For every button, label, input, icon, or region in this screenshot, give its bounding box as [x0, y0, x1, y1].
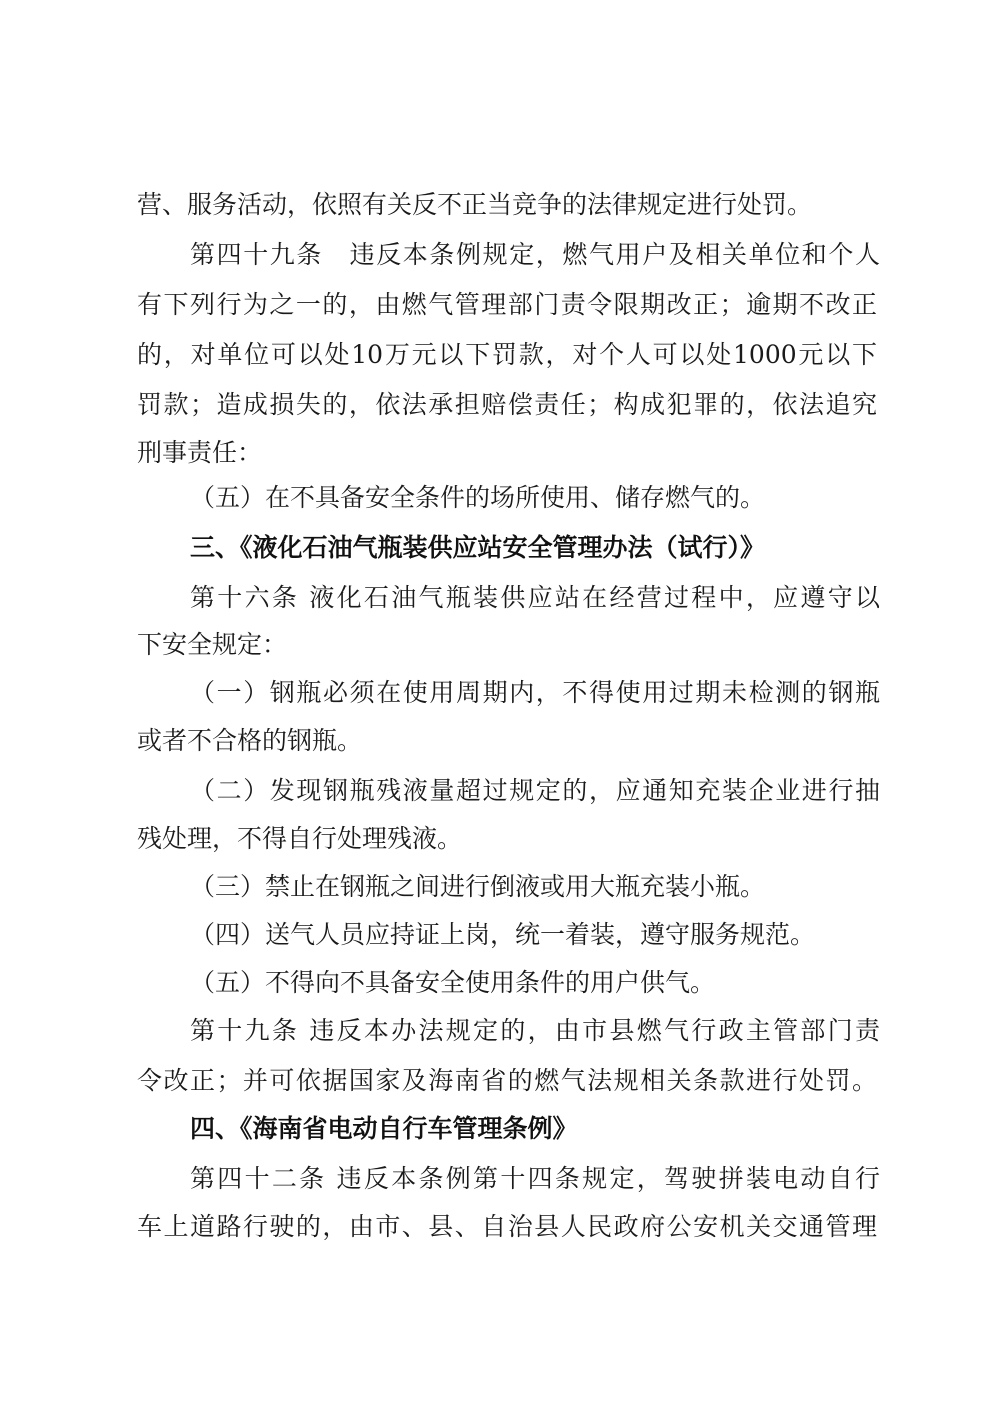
list-item: （五）在不具备安全条件的场所使用、储存燃气的。	[190, 483, 766, 512]
article-19-heading-line: 第十九条 违反本办法规定的，由市县燃气行政主管部门责	[190, 1016, 880, 1045]
text-line: 残处理，不得自行处理残液。	[137, 824, 463, 853]
list-item: （二）发现钢瓶残液量超过规定的，应通知充装企业进行抽	[190, 776, 880, 805]
article-42-heading-line: 第四十二条 违反本条例第十四条规定，驾驶拼装电动自行	[190, 1164, 880, 1193]
text-line: 有下列行为之一的，由燃气管理部门责令限期改正；逾期不改正	[137, 290, 877, 319]
text-line: 下安全规定：	[137, 630, 288, 659]
text-line: 营、服务活动，依照有关反不正当竞争的法律规定进行处罚。	[137, 190, 813, 219]
text-line: 刑事责任：	[137, 438, 263, 467]
text-line: 的，对单位可以处10万元以下罚款，对个人可以处1000元以下	[137, 340, 877, 369]
list-item: （四）送气人员应持证上岗，统一着装，遵守服务规范。	[190, 920, 816, 949]
article-49-heading-line: 第四十九条 违反本条例规定，燃气用户及相关单位和个人	[190, 240, 880, 269]
text-line: 罚款；造成损失的，依法承担赔偿责任；构成犯罪的，依法追究	[137, 390, 877, 419]
section-heading-4: 四、《海南省电动自行车管理条例》	[190, 1114, 578, 1143]
text-line: 令改正；并可依据国家及海南省的燃气法规相关条款进行处罚。	[137, 1066, 877, 1095]
text-line: 车上道路行驶的，由市、县、自治县人民政府公安机关交通管理	[137, 1212, 877, 1241]
list-item: （一）钢瓶必须在使用周期内，不得使用过期未检测的钢瓶	[190, 678, 880, 707]
list-item: （三）禁止在钢瓶之间进行倒液或用大瓶充装小瓶。	[190, 872, 766, 901]
list-item: （五）不得向不具备安全使用条件的用户供气。	[190, 968, 716, 997]
article-16-heading-line: 第十六条 液化石油气瓶装供应站在经营过程中，应遵守以	[190, 583, 880, 612]
text-line: 或者不合格的钢瓶。	[137, 726, 363, 755]
section-heading-3: 三、《液化石油气瓶装供应站安全管理办法（试行）》	[190, 533, 766, 562]
